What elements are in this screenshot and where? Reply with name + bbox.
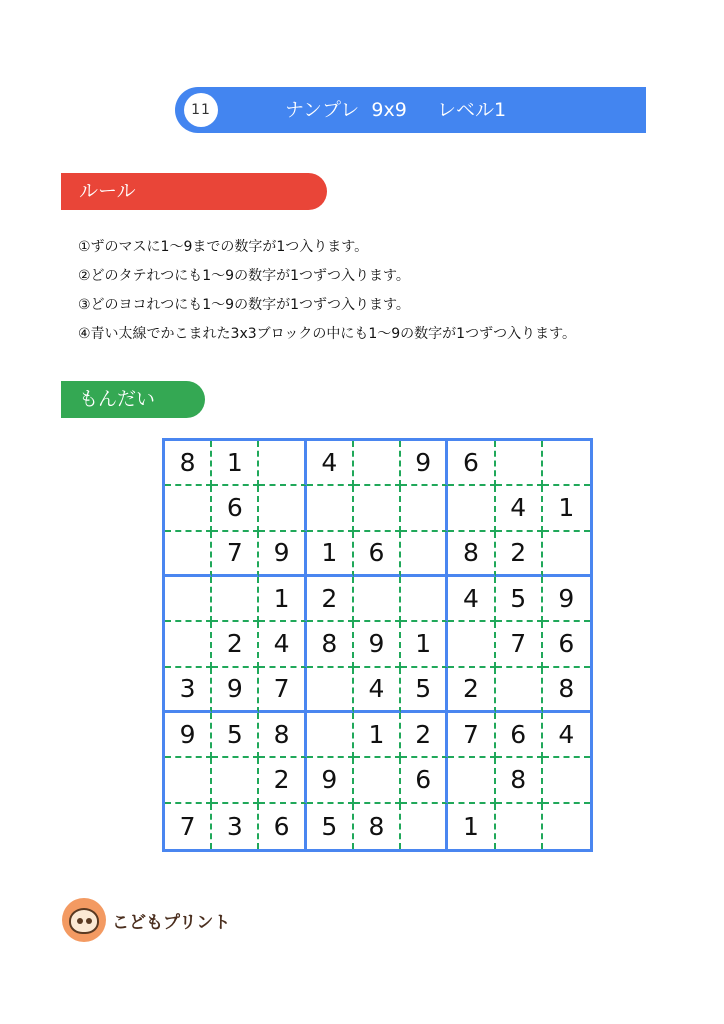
sudoku-cell: 7 [212, 532, 259, 577]
sudoku-cell: 9 [259, 532, 306, 577]
sudoku-cell[interactable] [401, 532, 448, 577]
sudoku-cell: 6 [448, 441, 495, 486]
sudoku-cell: 5 [496, 577, 543, 622]
sudoku-cell: 2 [448, 668, 495, 713]
sudoku-cell: 8 [496, 758, 543, 803]
sudoku-cell[interactable] [354, 441, 401, 486]
sudoku-cell[interactable] [448, 486, 495, 531]
sudoku-cell[interactable] [259, 441, 306, 486]
sudoku-cell: 9 [543, 577, 590, 622]
brand-name: こどもプリント [112, 912, 231, 933]
sudoku-cell[interactable] [259, 486, 306, 531]
sudoku-cell: 8 [307, 622, 354, 667]
sudoku-cell: 9 [212, 668, 259, 713]
sudoku-cell: 7 [165, 804, 212, 849]
problem-section-heading: もんだい [61, 381, 205, 418]
sudoku-cell: 9 [307, 758, 354, 803]
sudoku-cell: 8 [543, 668, 590, 713]
sudoku-cell: 2 [401, 713, 448, 758]
sudoku-cell: 6 [401, 758, 448, 803]
sudoku-cell[interactable] [307, 486, 354, 531]
sudoku-cell: 4 [354, 668, 401, 713]
rule-item: ④青い太線でかこまれた3x3ブロックの中にも1～9の数字が1つずつ入ります。 [78, 326, 576, 342]
sudoku-cell[interactable] [165, 486, 212, 531]
sudoku-cell[interactable] [354, 758, 401, 803]
sudoku-cell: 4 [496, 486, 543, 531]
sudoku-cell[interactable] [307, 713, 354, 758]
sudoku-cell: 2 [212, 622, 259, 667]
sudoku-cell: 1 [401, 622, 448, 667]
sudoku-cell[interactable] [165, 532, 212, 577]
sudoku-cell: 8 [165, 441, 212, 486]
sudoku-cell: 6 [354, 532, 401, 577]
sudoku-cell: 3 [165, 668, 212, 713]
sudoku-cell: 5 [401, 668, 448, 713]
sudoku-cell[interactable] [354, 577, 401, 622]
sudoku-cell: 2 [259, 758, 306, 803]
title-bar [175, 87, 646, 133]
page-title: ナンプレ 9x9 レベル1 [285, 99, 507, 121]
sudoku-cell[interactable] [448, 622, 495, 667]
sudoku-cell: 4 [259, 622, 306, 667]
sudoku-cell: 9 [354, 622, 401, 667]
sudoku-cell: 6 [543, 622, 590, 667]
sudoku-cell[interactable] [401, 804, 448, 849]
sudoku-cell[interactable] [496, 668, 543, 713]
sudoku-cell: 7 [448, 713, 495, 758]
worksheet-number-badge: 11 [184, 93, 218, 127]
rule-item: ②どのタテれつにも1～9の数字が1つずつ入ります。 [78, 268, 410, 284]
sudoku-cell: 7 [259, 668, 306, 713]
sudoku-cell[interactable] [448, 758, 495, 803]
sudoku-cell[interactable] [401, 577, 448, 622]
sudoku-cell[interactable] [401, 486, 448, 531]
sudoku-cell[interactable] [496, 804, 543, 849]
rule-item: ①ずのマスに1～9までの数字が1つ入ります。 [78, 239, 369, 255]
sudoku-cell[interactable] [543, 804, 590, 849]
sudoku-cell: 1 [354, 713, 401, 758]
sudoku-cell: 1 [448, 804, 495, 849]
sudoku-cell: 5 [307, 804, 354, 849]
sudoku-cell[interactable] [212, 758, 259, 803]
sudoku-cell: 1 [212, 441, 259, 486]
sudoku-cell: 7 [496, 622, 543, 667]
brand-logo [62, 898, 230, 942]
cat-face-icon [62, 898, 106, 942]
sudoku-cell[interactable] [165, 622, 212, 667]
sudoku-cell[interactable] [354, 486, 401, 531]
sudoku-cell: 1 [259, 577, 306, 622]
sudoku-cell[interactable] [496, 441, 543, 486]
sudoku-cell: 8 [354, 804, 401, 849]
sudoku-cell: 4 [543, 713, 590, 758]
sudoku-cell[interactable] [307, 668, 354, 713]
sudoku-cell: 6 [212, 486, 259, 531]
sudoku-cell: 6 [496, 713, 543, 758]
sudoku-grid [162, 438, 593, 852]
sudoku-cell[interactable] [543, 532, 590, 577]
sudoku-cell: 9 [165, 713, 212, 758]
sudoku-cell: 8 [448, 532, 495, 577]
sudoku-cell: 3 [212, 804, 259, 849]
sudoku-cell[interactable] [212, 577, 259, 622]
sudoku-cell: 9 [401, 441, 448, 486]
rules-list [78, 236, 678, 352]
rule-item: ③どのヨコれつにも1～9の数字が1つずつ入ります。 [78, 297, 410, 313]
sudoku-cell[interactable] [165, 758, 212, 803]
sudoku-cell[interactable] [543, 758, 590, 803]
sudoku-cell: 4 [307, 441, 354, 486]
sudoku-cell: 4 [448, 577, 495, 622]
sudoku-cell: 1 [543, 486, 590, 531]
sudoku-cell: 1 [307, 532, 354, 577]
sudoku-cell: 2 [496, 532, 543, 577]
sudoku-cell[interactable] [165, 577, 212, 622]
sudoku-cell: 6 [259, 804, 306, 849]
sudoku-cell: 2 [307, 577, 354, 622]
rules-section-heading: ルール [61, 173, 327, 210]
sudoku-cell: 5 [212, 713, 259, 758]
sudoku-cell: 8 [259, 713, 306, 758]
sudoku-cell[interactable] [543, 441, 590, 486]
